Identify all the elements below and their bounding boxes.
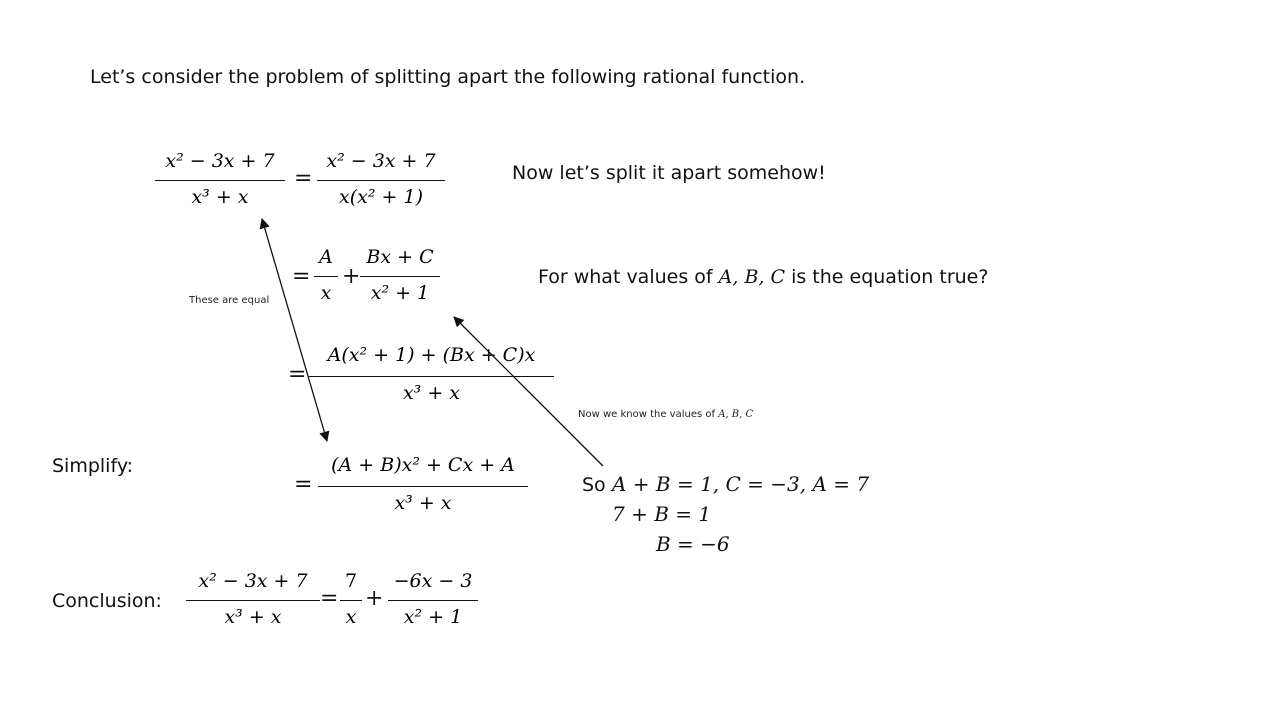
eq4-denominator: x³ + x bbox=[394, 492, 452, 514]
know-arrow bbox=[454, 317, 603, 466]
split-note: Now let’s split it apart somehow! bbox=[512, 162, 826, 184]
eq3-equals: = bbox=[288, 362, 307, 387]
eq4-numerator: (A + B)x² + Cx + A bbox=[331, 454, 515, 476]
eq4-equals: = bbox=[294, 472, 313, 497]
know-label-prefix: Now we know the values of bbox=[578, 409, 719, 420]
conclusion-a-denominator: x bbox=[345, 606, 357, 628]
conclusion-a-numerator: 7 bbox=[344, 570, 358, 592]
eq2-b-denominator: x² + 1 bbox=[370, 282, 430, 304]
equal-arrow bbox=[262, 219, 327, 441]
question-suffix: is the equation true? bbox=[785, 266, 989, 288]
equal-label: These are equal bbox=[189, 295, 270, 306]
eq3-numerator: A(x² + 1) + (Bx + C)x bbox=[327, 344, 536, 366]
eq1-equals: = bbox=[294, 166, 313, 191]
eq2-b-numerator: Bx + C bbox=[366, 246, 434, 268]
conclusion-equals: = bbox=[320, 586, 339, 611]
eq2-plus: + bbox=[342, 264, 361, 289]
eq2-equals: = bbox=[292, 264, 311, 289]
solve-line1: A + B = 1, C = −3, A = 7 bbox=[612, 472, 870, 496]
conclusion-label: Conclusion: bbox=[52, 590, 162, 612]
conclusion-lhs-numerator: x² − 3x + 7 bbox=[198, 570, 308, 592]
solve-line2: 7 + B = 1 bbox=[612, 502, 712, 526]
eq2-a-denominator: x bbox=[320, 282, 332, 304]
question-vars: A, B, C bbox=[718, 266, 786, 288]
eq1-rhs-numerator: x² − 3x + 7 bbox=[326, 150, 436, 172]
conclusion-plus: + bbox=[365, 586, 384, 611]
solve-line3: B = −6 bbox=[656, 532, 730, 556]
eq1-lhs-denominator: x³ + x bbox=[191, 186, 249, 208]
eq3-denominator: x³ + x bbox=[402, 382, 461, 404]
eq1-rhs-denominator: x(x² + 1) bbox=[339, 186, 423, 208]
intro-text: Let’s consider the problem of splitting apart the following rational function. bbox=[90, 66, 806, 88]
eq2-a-numerator: A bbox=[319, 246, 333, 268]
solve-so: So bbox=[582, 474, 606, 496]
eq1-lhs-numerator: x² − 3x + 7 bbox=[165, 150, 275, 172]
conclusion-b-numerator: −6x − 3 bbox=[393, 570, 473, 592]
conclusion-lhs-denominator: x³ + x bbox=[224, 606, 282, 628]
question-prefix: For what values of bbox=[538, 266, 719, 288]
simplify-label: Simplify: bbox=[52, 455, 134, 477]
conclusion-b-denominator: x² + 1 bbox=[403, 606, 463, 628]
know-label-vars: A, B, C bbox=[718, 409, 754, 420]
